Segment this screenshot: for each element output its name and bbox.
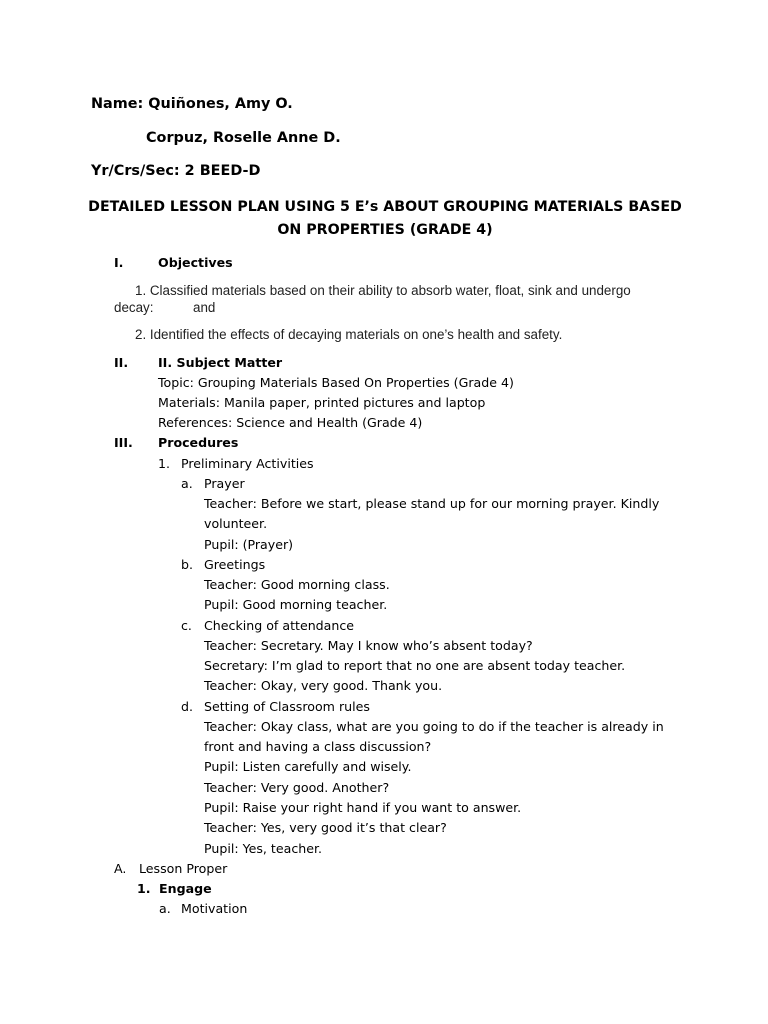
subject-references: References: Science and Health (Grade 4) — [158, 415, 423, 430]
section-I-heading: Objectives — [158, 255, 233, 270]
prelim-title: Preliminary Activities — [181, 456, 314, 471]
section-III-numeral: III. — [114, 435, 133, 450]
engage-title: Engage — [159, 881, 212, 896]
item-b-title: Greetings — [204, 557, 266, 572]
item-d-line: Pupil: Raise your right hand if you want to answer. — [204, 800, 522, 815]
prelim-number: 1. — [158, 456, 171, 471]
item-d-line: Pupil: Yes, teacher. — [204, 841, 323, 856]
section-I-numeral: I. — [114, 255, 124, 270]
objective-1-line-2b: and — [193, 300, 216, 315]
item-a-letter: a. — [181, 476, 193, 491]
item-a-line: Teacher: Before we start, please stand up for our morning prayer. Kindly — [204, 496, 660, 511]
item-c-line: Teacher: Okay, very good. Thank you. — [204, 678, 443, 693]
objective-1-line-2a: decay: — [114, 300, 154, 315]
engage-number: 1. — [137, 881, 151, 896]
student-name-1: Name: Quiñones, Amy O. — [91, 96, 293, 112]
item-d-line: Teacher: Okay class, what are you going to do if the teacher is already in — [204, 719, 664, 734]
item-c-title: Checking of attendance — [204, 618, 355, 633]
item-c-letter: c. — [181, 618, 192, 633]
item-c-line: Secretary: I’m glad to report that no one are absent today teacher. — [204, 658, 626, 673]
section-III-heading: Procedures — [158, 435, 239, 450]
objective-1-line-1: 1. Classified materials based on their ability to absorb water, float, sink and undergo — [135, 283, 631, 298]
subject-topic: Topic: Grouping Materials Based On Properties (Grade 4) — [158, 375, 514, 390]
year-course-section: Yr/Crs/Sec: 2 BEED-D — [91, 163, 261, 179]
document-title: DETAILED LESSON PLAN USING 5 E’s ABOUT GROUPING MATERIALS BASED ON PROPERTIES (GRADE 4) — [88, 199, 682, 238]
motivation-letter: a. — [159, 901, 171, 916]
item-d-line: Pupil: Listen carefully and wisely. — [204, 759, 412, 774]
lesson-proper-letter: A. — [114, 861, 127, 876]
section-II-heading: II. Subject Matter — [158, 355, 283, 370]
motivation-title: Motivation — [181, 901, 248, 916]
item-d-letter: d. — [181, 699, 193, 714]
objective-2: 2. Identified the effects of decaying materials on one’s health and safety. — [135, 327, 563, 342]
item-a-line: Pupil: (Prayer) — [204, 537, 294, 552]
item-c-line: Teacher: Secretary. May I know who’s absent today? — [204, 638, 533, 653]
item-b-line: Pupil: Good morning teacher. — [204, 597, 388, 612]
subject-materials: Materials: Manila paper, printed pictures and laptop — [158, 395, 486, 410]
item-d-line: Teacher: Very good. Another? — [204, 780, 390, 795]
lesson-proper-title: Lesson Proper — [139, 861, 228, 876]
item-a-line: volunteer. — [204, 516, 268, 531]
item-d-line: front and having a class discussion? — [204, 739, 432, 754]
item-b-line: Teacher: Good morning class. — [204, 577, 390, 592]
item-d-line: Teacher: Yes, very good it’s that clear? — [204, 820, 447, 835]
item-d-title: Setting of Classroom rules — [204, 699, 370, 714]
section-II-numeral: II. — [114, 355, 129, 370]
item-b-letter: b. — [181, 557, 193, 572]
item-a-title: Prayer — [204, 476, 245, 491]
student-name-2: Corpuz, Roselle Anne D. — [146, 130, 341, 146]
